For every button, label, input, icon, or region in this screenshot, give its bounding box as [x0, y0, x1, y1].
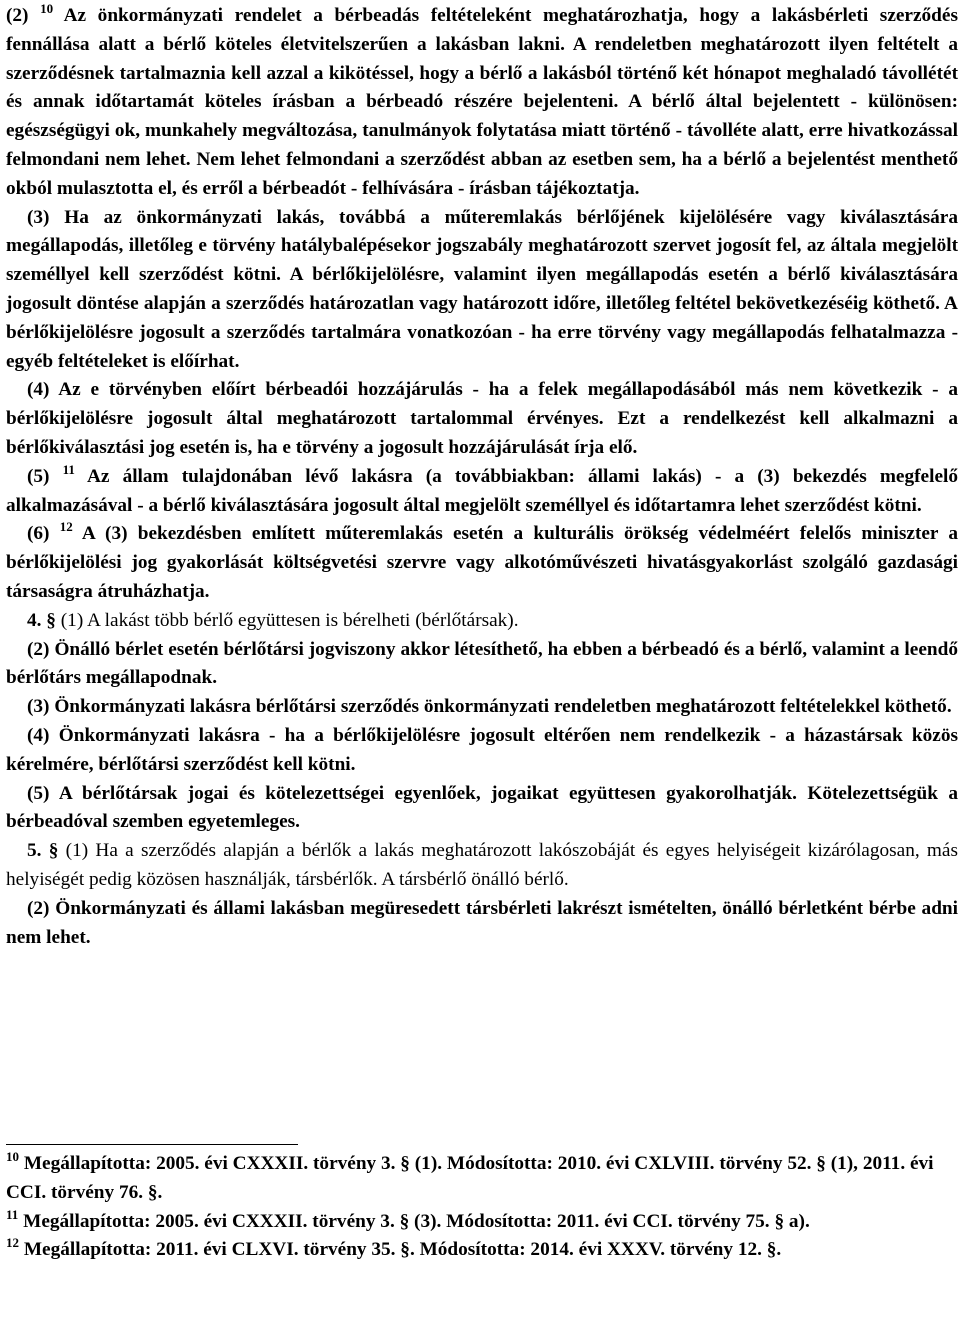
paragraph-text: Önálló bérlet esetén bérlőtársi jogviszony akkor létesíthető, ha ebben a bérbeadó és a bérlő, valamint a leendő bérlőtárs megállapodnak.: [6, 638, 958, 689]
paragraph-text: (1) A lakást több bérlő együttesen is bérelheti (bérlőtársak).: [60, 609, 519, 631]
paragraph-5-4: [6, 780, 958, 838]
paragraph-3-4: [6, 693, 958, 722]
paragraph-5-1: [6, 463, 958, 521]
paragraph-number: (4): [27, 724, 50, 746]
paragraph-4-1: [6, 376, 958, 462]
paragraph-text: Önkormányzati lakásra - ha a bérlőkijelölésre jogosult eltérően nem rendelkezik - a házastársak közös kérelmére, bérlőtársi szerződést kell kötni.: [6, 724, 958, 775]
paragraph-number: (2): [27, 897, 50, 919]
document-body: [6, 2, 958, 952]
footnote-11: [6, 1208, 958, 1237]
section-number: 4.: [27, 609, 42, 631]
paragraph-text: Az önkormányzati rendelet a bérbeadás feltételeként meghatározhatja, hogy a lakásbérleti szerződés fennállása alatt a bérlő köteles életvitelszerűen a lakásban lakni. A rendeletben meghatározott ilyen feltételt a szerződésnek tartalmaznia kell azzal a kikötéssel, hogy a bérlő a lakásból történő két hónapot meghaladó távollétét és annak időtartamát köteles írásban a bérbeadó részére bejelenteni. A bérlő által bejelentett - különösen: egészségügyi ok, munkahely megváltozása, tanulmányok folytatása miatt történő - távolléte alatt, erre hivatkozással felmondani nem lehet. Nem lehet felmondani a szerződést abban az esetben sem, ha a bérlő a bejelentést menthető okból mulasztotta el, és erről a bérbeadót - felhívására - írásban tájékoztatja.: [6, 5, 958, 199]
footnote-number: 12: [6, 1235, 19, 1251]
paragraph-text: (1) Ha a szerződés alapján a bérlők a lakás meghatározott lakószobáját és egyes helyiségeit kizárólagosan, más helyiségét pedig közösen használják, társbérlők. A társbérlő önálló bérlő.: [6, 840, 958, 890]
footnote-number: 10: [6, 1149, 19, 1164]
paragraph-number: (5): [27, 782, 50, 804]
footnote-ref: 11: [62, 461, 75, 477]
footnote-text: Megállapította: 2011. évi CLXVI. törvény 35. §. Módosította: 2014. évi XXXV. törvény 12. §.: [23, 1239, 782, 1261]
footnotes: [6, 1150, 958, 1265]
footnote-ref: 12: [59, 519, 73, 535]
paragraph-number: (3): [27, 696, 50, 718]
section-sign: §: [46, 609, 56, 631]
footnote-text: Megállapította: 2005. évi CXXXII. törvény 3. § (1). Módosította: 2010. évi CXLVIII. törvény 52. § (1), 2011. évi CCI. törvény 76. §.: [6, 1153, 934, 1203]
footnote-number: 11: [6, 1206, 19, 1222]
paragraph-number: (5): [27, 465, 50, 487]
paragraph-2-1: [6, 2, 958, 204]
paragraph-text: Ha az önkormányzati lakás, továbbá a műteremlakás bérlőjének kijelölésére vagy kiválasztására megállapodás, illetőleg e törvény hatálybalépésekor jogszabály meghatározott szervet jogosít fel, az általa megjelölt személlyel kell szerződést kötni. A bérlőkijelölésre, valamint ilyen megállapodás esetén a bérlő kiválasztására jogosult döntése alapján a szerződés határozatlan vagy határozott időre, illetőleg feltétel bekövetkezéséig köthető. A bérlőkijelölésre jogosult a szerződés tartalmára vonatkozóan - ha erre törvény vagy megállapodás felhatalmazza - egyéb feltételeket is előírhat.: [6, 206, 958, 372]
paragraph-text: A (3) bekezdésben említett műteremlakás esetén a kulturális örökség védelméért felelős miniszter a bérlőkijelölési jog gyakorlását költségvetési szervre vagy alkotóművészeti hivatásgyakorlást szolgáló gazdasági társaságra átruházhatja.: [6, 523, 959, 602]
footnote-12: [6, 1236, 958, 1265]
paragraph-4-4: [6, 722, 958, 780]
paragraph-text: Az állam tulajdonában lévő lakásra (a továbbiakban: állami lakás) - a (3) bekezdés megfelelő alkalmazásával - a bérlő kiválasztására jogosult által megjelölt személlyel és időtartamra lehet szerződést kötni.: [6, 465, 958, 516]
paragraph-text: Önkormányzati lakásra bérlőtársi szerződés önkormányzati rendeletben meghatározott feltételekkel köthető.: [54, 696, 952, 718]
paragraph-2-5: [6, 895, 958, 953]
footnote-separator: [6, 1144, 298, 1145]
paragraph-6-1: [6, 520, 958, 606]
paragraph-number: (4): [27, 379, 50, 401]
footnote-ref: 10: [40, 1, 54, 16]
paragraph-number: (2): [27, 638, 50, 660]
section-4: [6, 607, 958, 636]
paragraph-2-4: [6, 636, 958, 694]
section-number: 5.: [27, 840, 42, 862]
paragraph-number: (3): [27, 206, 50, 228]
paragraph-3-1: [6, 204, 958, 377]
paragraph-number: (2): [6, 5, 29, 26]
paragraph-number: (6): [27, 523, 50, 545]
footnote-text: Megállapította: 2005. évi CXXXII. törvény 3. § (3). Módosította: 2011. évi CCI. törvény 75. § a).: [23, 1210, 810, 1232]
section-5: [6, 837, 958, 895]
paragraph-text: Az e törvényben előírt bérbeadói hozzájárulás - ha a felek megállapodásából más nem következik - a bérlőkijelölésre jogosult által meghatározott tartalommal érvényes. Ezt a rendelkezést kell alkalmazni a bérlőkiválasztási jog esetén is, ha e törvény a jogosult hozzájárulását írja elő.: [6, 379, 958, 458]
section-sign: §: [48, 840, 59, 862]
paragraph-text: Önkormányzati és állami lakásban megüresedett társbérleti lakrészt ismételten, önálló bérletként bérbe adni nem lehet.: [6, 897, 958, 948]
paragraph-text: A bérlőtársak jogai és kötelezettségei egyenlőek, jogaikat együttesen gyakorolhatják. Kötelezettségük a bérbeadóval szemben egyetemleges.: [6, 782, 959, 833]
footnote-10: [6, 1150, 958, 1208]
